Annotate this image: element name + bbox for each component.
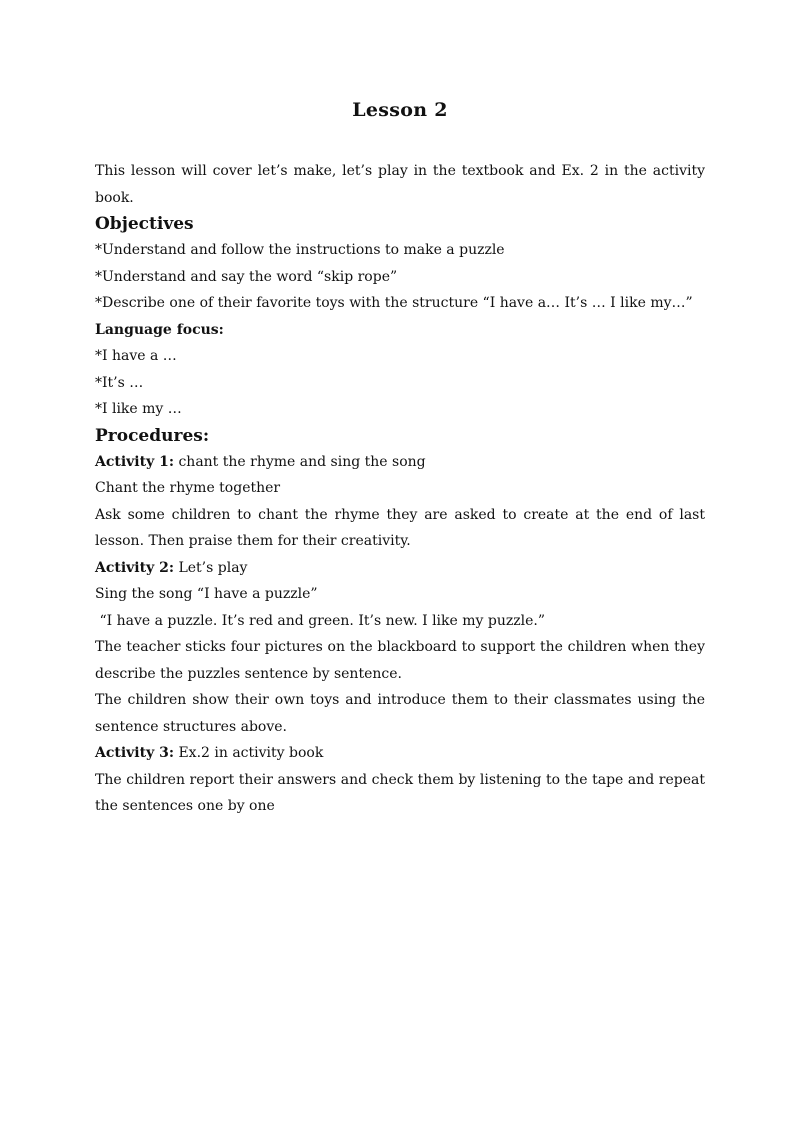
language-focus-item: *It’s …	[95, 374, 144, 391]
activity-2-line: The children show their own toys and introduce them to their classmates using the sentence structures above.	[95, 692, 705, 735]
objectives-heading: Objectives	[95, 214, 194, 234]
activity-1-line: Ask some children to chant the rhyme they are asked to create at the end of last lesson. Then praise them for their creativity.	[95, 506, 705, 549]
activity-2-title: Let’s play	[174, 559, 248, 576]
activity-2-header	[95, 555, 705, 582]
objective-item: *Understand and say the word “skip rope”	[95, 268, 398, 285]
activity-2-line: “I have a puzzle. It’s red and green. It’s new. I like my puzzle.”	[95, 612, 545, 629]
objective-item: *Understand and follow the instructions to make a puzzle	[95, 242, 505, 258]
activity-1-header	[95, 449, 705, 476]
procedures-heading: Procedures:	[95, 425, 210, 446]
activity-3-header	[95, 740, 705, 767]
activity-2-line: The teacher sticks four pictures on the blackboard to support the children when they describe the puzzles sentence by sentence.	[95, 639, 705, 682]
language-focus-item: *I have a …	[95, 348, 177, 364]
activity-2-line: Sing the song “I have a puzzle”	[95, 586, 318, 602]
activity-3-line: The children report their answers and check them by listening to the tape and repeat the sentences one by one	[95, 771, 705, 814]
objective-item: *Describe one of their favorite toys with the structure “I have a… It’s … I like my…”	[95, 295, 693, 311]
page-title: Lesson 2	[352, 99, 448, 121]
intro-paragraph: This lesson will cover let’s make, let’s play in the textbook and Ex. 2 in the activity book.	[95, 163, 705, 206]
lesson-document	[95, 96, 705, 820]
activity-1-label: Activity 1:	[95, 453, 175, 470]
activity-2-label: Activity 2:	[95, 559, 175, 576]
activity-1-line: Chant the rhyme together	[95, 480, 281, 496]
language-focus-item: *I like my …	[95, 401, 182, 417]
activity-1-title: chant the rhyme and sing the song	[174, 453, 426, 470]
language-focus-heading: Language focus:	[95, 321, 224, 338]
activity-3-title: Ex.2 in activity book	[174, 745, 324, 761]
activity-3-label: Activity 3:	[95, 745, 175, 761]
